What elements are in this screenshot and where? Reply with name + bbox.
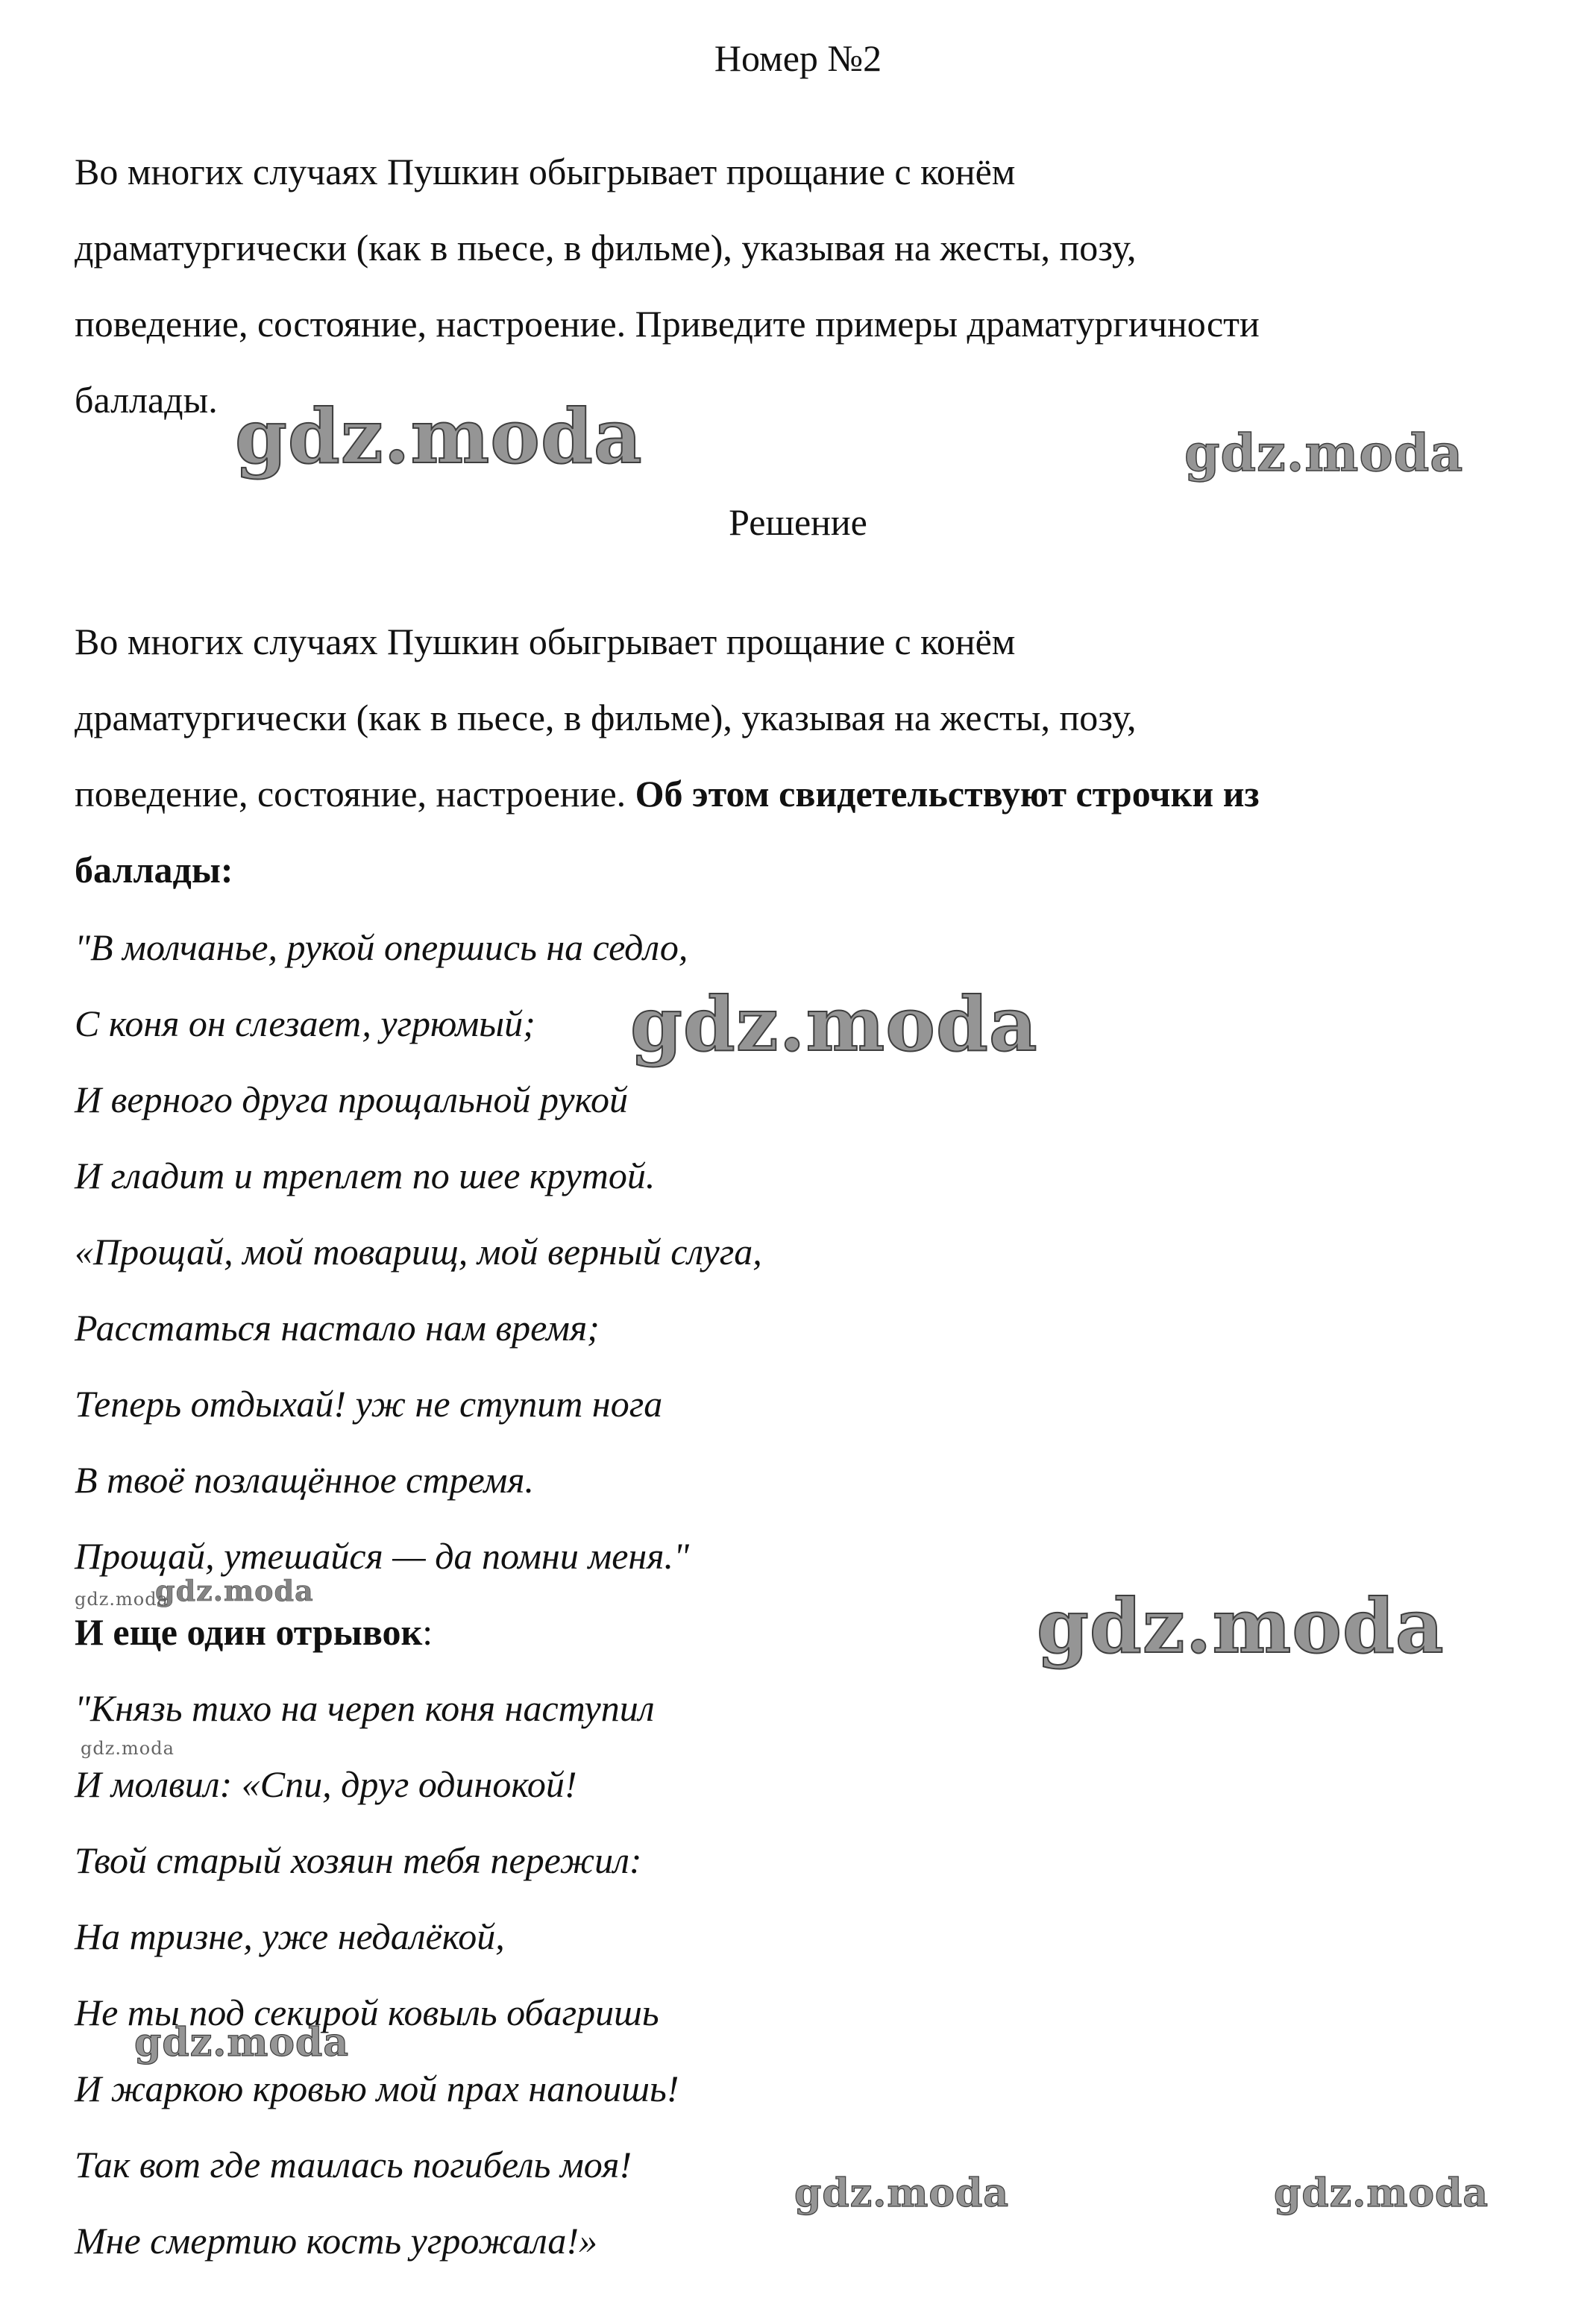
watermark-logo: gdz.moda bbox=[630, 980, 1038, 1068]
excerpt2-line-3: Твой старый хозяин тебя пережил: bbox=[75, 1839, 642, 1881]
excerpt2-line-2: И молвил: «Спи, друг одинокой! bbox=[75, 1763, 577, 1805]
second-excerpt-heading-bold: И еще один отрывок bbox=[75, 1611, 423, 1653]
excerpt1-line-1: "В молчанье, рукой опершись на седло, bbox=[75, 926, 688, 968]
answer-line-2: драматургически (как в пьесе, в фильме), указывая на жесты, позу, bbox=[75, 697, 1137, 738]
excerpt1-line-2: С коня он слезает, угрюмый; bbox=[75, 1002, 535, 1044]
watermark-logo: gdz.moda bbox=[1274, 2171, 1489, 2216]
excerpt2-line-4: На тризне, уже недалёкой, bbox=[75, 1915, 505, 1957]
excerpt2-line-1: "Князь тихо на череп коня наступил bbox=[75, 1687, 655, 1729]
excerpt1-line-8: В твоё позлащённое стремя. bbox=[75, 1459, 535, 1501]
excerpt1-line-4: И гладит и треплет по шее крутой. bbox=[75, 1155, 656, 1196]
excerpt1-line-6: Расстаться настало нам время; bbox=[75, 1307, 600, 1349]
watermark-logo: gdz.moda bbox=[1184, 424, 1464, 483]
watermark-logo: gdz.moda bbox=[1037, 1582, 1445, 1670]
second-excerpt-heading bbox=[75, 1610, 433, 1654]
watermark-logo: gdz.moda bbox=[794, 2171, 1010, 2216]
watermark-logo: gdz.moda bbox=[81, 1738, 175, 1759]
answer-line-3-bold: Об этом свидетельствуют строчки из bbox=[635, 773, 1260, 815]
excerpt2-line-5: Не ты под секирой ковыль обагришь bbox=[75, 1992, 659, 2033]
excerpt2-line-8: Мне смертию кость угрожала!» bbox=[75, 2220, 598, 2262]
question-line-1: Во многих случаях Пушкин обыгрывает прощание с конём bbox=[75, 151, 1016, 192]
question-line-2: драматургически (как в пьесе, в фильме), указывая на жесты, позу, bbox=[75, 227, 1137, 269]
watermark-logo: gdz.moda bbox=[235, 392, 643, 480]
excerpt1-line-7: Теперь отдыхай! уж не ступит нога bbox=[75, 1383, 663, 1425]
excerpt1-line-3: И верного друга прощальной рукой bbox=[75, 1079, 629, 1120]
question-line-4: баллады. bbox=[75, 379, 218, 421]
answer-line-3 bbox=[75, 771, 1260, 816]
page-title: Номер №2 bbox=[714, 37, 882, 79]
watermark-logo: gdz.moda bbox=[155, 1574, 314, 1607]
excerpt1-line-5: «Прощай, мой товарищ, мой верный слуга, bbox=[75, 1231, 762, 1272]
solution-heading: Решение bbox=[729, 501, 867, 543]
question-line-3: поведение, состояние, настроение. Приведите примеры драматургичности bbox=[75, 303, 1260, 345]
excerpt1-line-9: Прощай, утешайся — да помни меня." bbox=[75, 1535, 689, 1577]
second-excerpt-heading-colon: : bbox=[422, 1611, 433, 1653]
answer-line-4: баллады: bbox=[75, 849, 233, 891]
watermark-logo: gdz.moda bbox=[134, 2020, 350, 2065]
excerpt2-line-7: Так вот где таилась погибель моя! bbox=[75, 2144, 632, 2185]
excerpt2-line-6: И жаркою кровью мой прах напоишь! bbox=[75, 2068, 679, 2109]
answer-line-1: Во многих случаях Пушкин обыгрывает прощание с конём bbox=[75, 621, 1016, 662]
watermark-logo: gdz.moda bbox=[75, 1589, 169, 1610]
answer-line-3-normal: поведение, состояние, настроение. bbox=[75, 773, 635, 815]
